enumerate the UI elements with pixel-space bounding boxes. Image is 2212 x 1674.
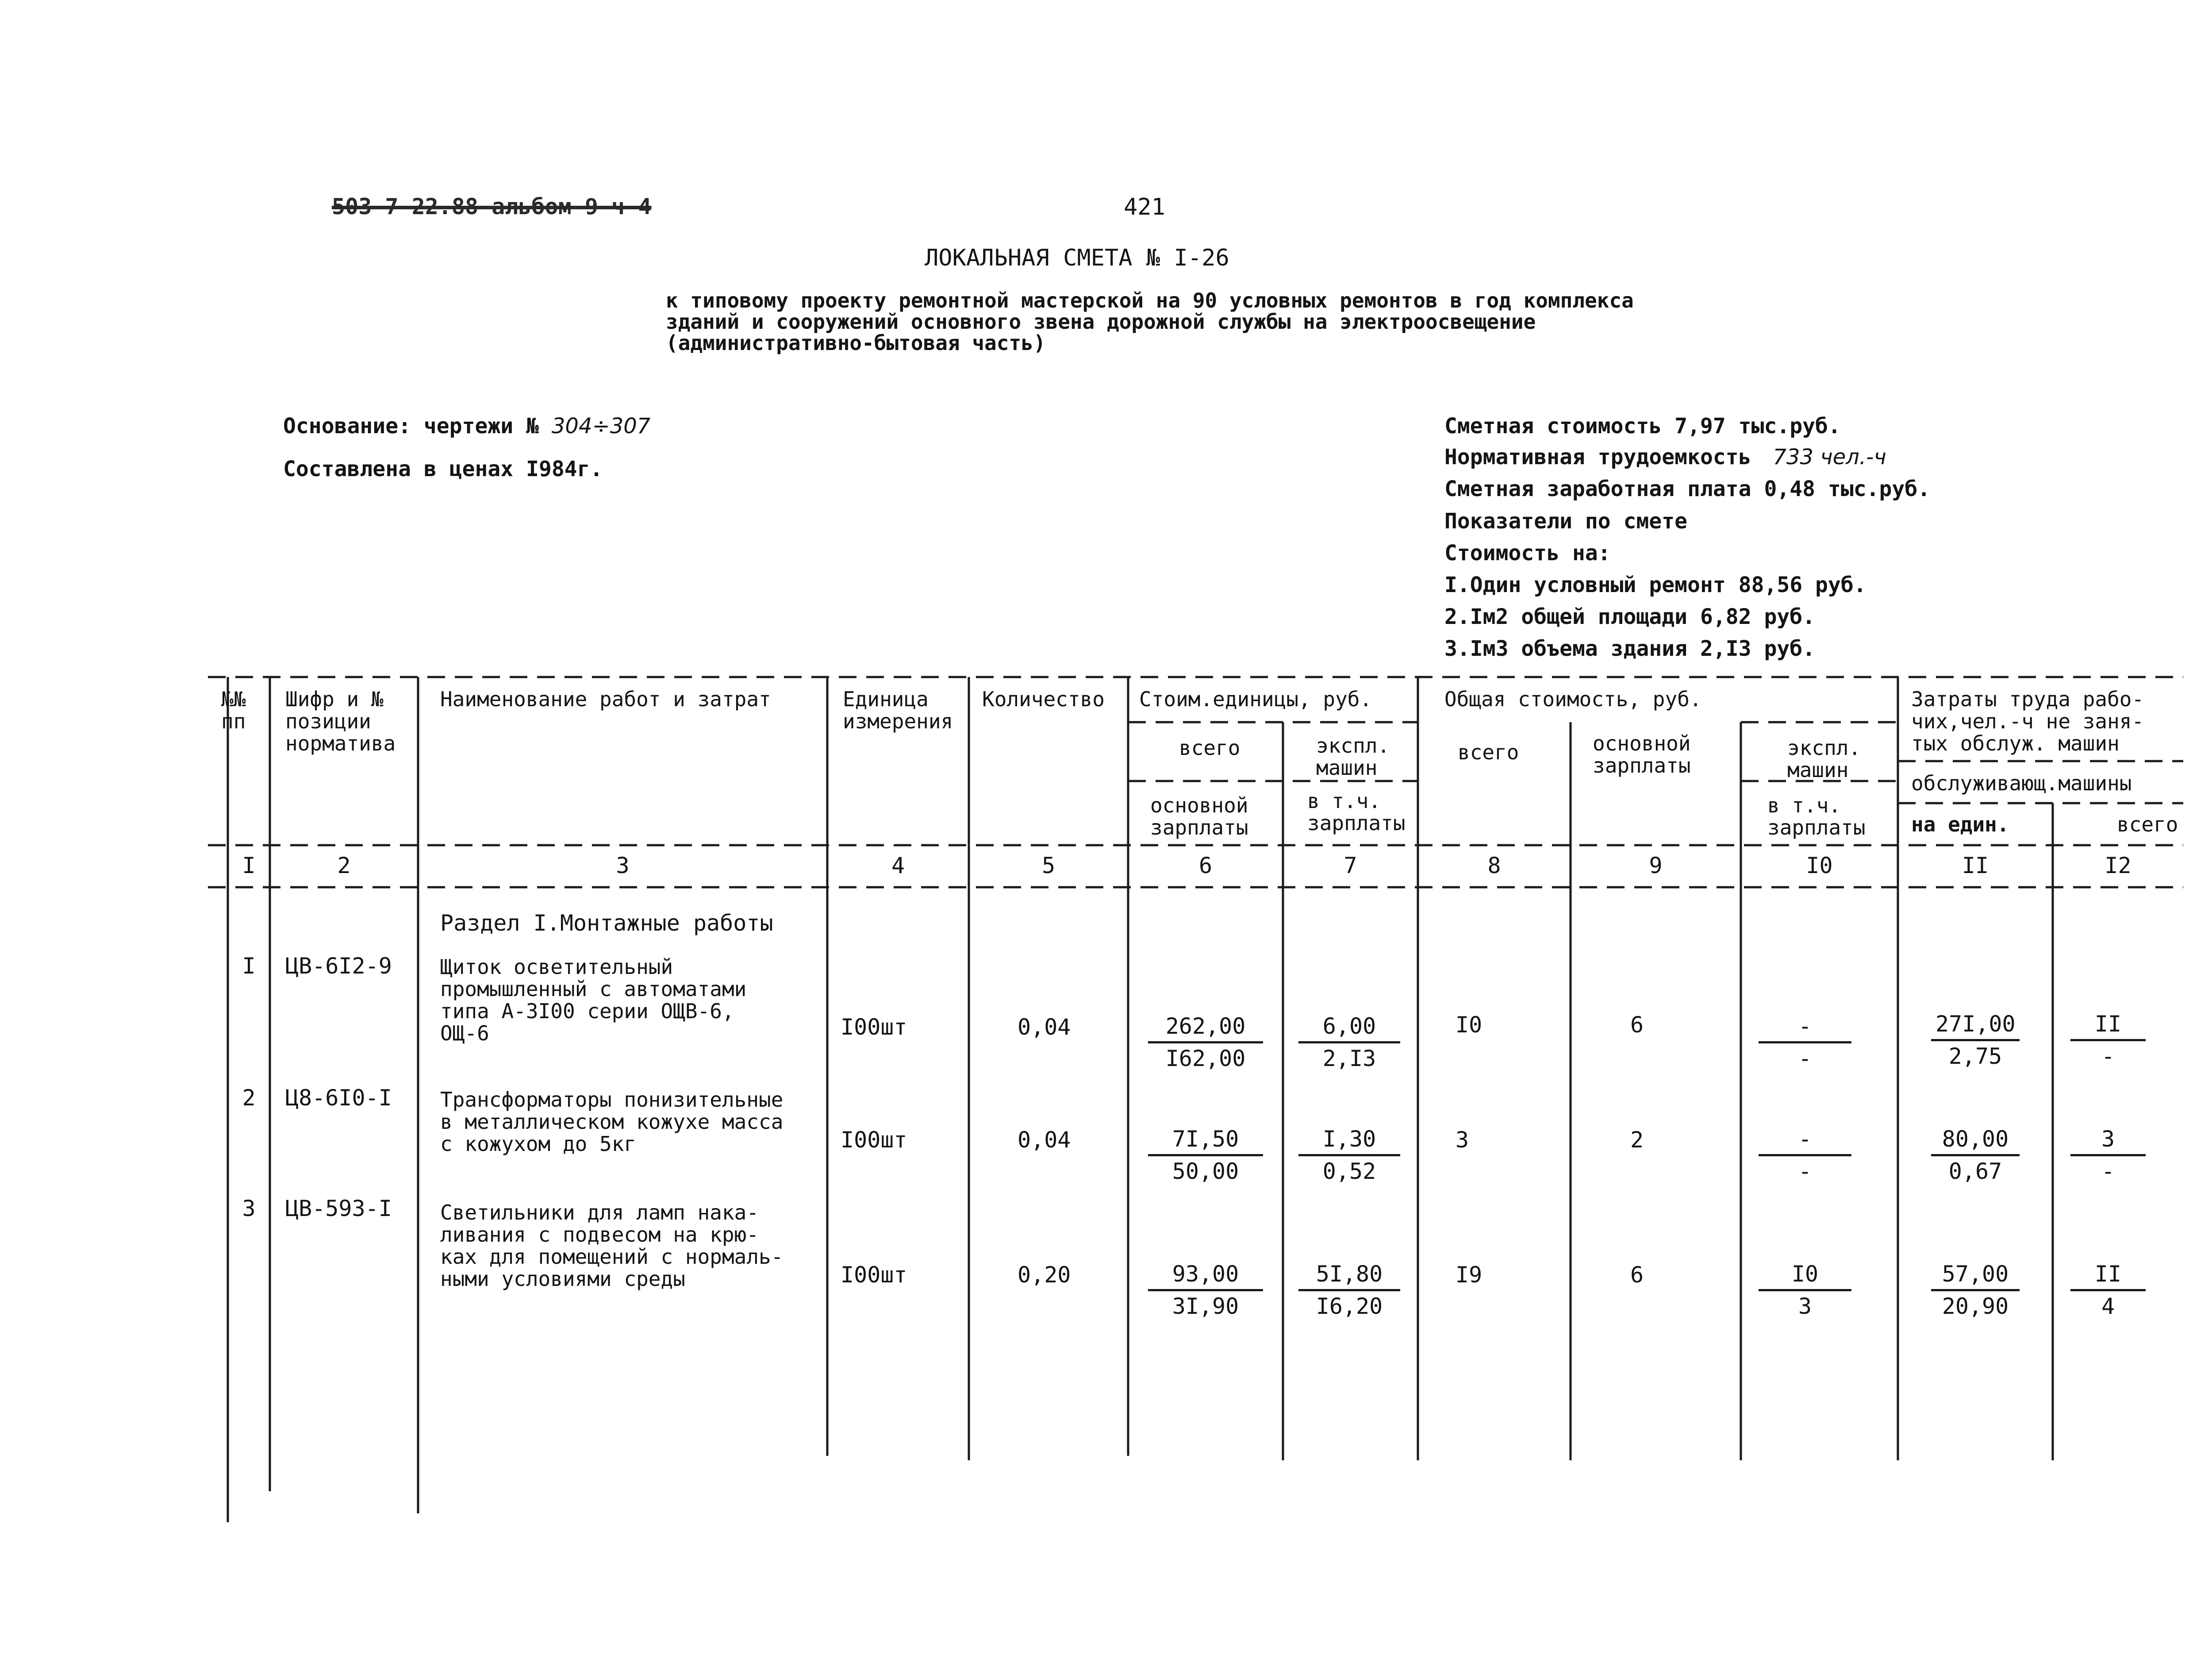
section-title: Раздел I.Монтажные работы [440,910,773,936]
header-total-cost-all: всего [1458,740,1519,764]
page-title: ЛОКАЛЬНАЯ СМЕТА № I-26 [925,245,1229,271]
row-quantity: 0,04 [1018,1014,1071,1040]
row-total-machines-total: - [1759,1011,1851,1043]
row-unit-cost [1148,1011,1263,1074]
row-number: I [242,953,256,979]
row-labor-per-unit [1931,1009,2020,1071]
header-labor-serving-machines: обслуживающ.машины [1911,771,2132,795]
row-labor-per-unit-workers: 57,00 [1931,1259,2020,1291]
col-number-10: I0 [1806,853,1833,878]
row-labor-total [2070,1009,2146,1071]
row-labor-total-workers: II [2070,1009,2146,1041]
summary-indicators: Показатели по смете [1444,509,1688,534]
header-total-cost-base-wage: основной зарплаты [1593,731,1691,777]
header-unit-cost-machines: экспл. машин [1316,734,1390,780]
header-unit-cost-incl-wage: в т.ч. зарплаты [1307,789,1406,835]
subtitle-line-1: к типовому проекту ремонтной мастерской на 90 условных ремонтов в год комплекса [666,289,1634,312]
row-unit-cost-total: 262,00 [1148,1011,1263,1043]
row-number: 3 [242,1196,256,1221]
col-number-12: I2 [2104,853,2131,878]
row-total-cost: I0 [1455,1012,1482,1038]
page-number: 421 [1124,194,1165,220]
row-total-base-wage: 2 [1630,1127,1644,1153]
summary-indicator-2: 2.Iм2 общей площади 6,82 руб. [1444,604,1816,629]
row-labor-total-workers: 3 [2070,1124,2146,1156]
row-unit-cost-wage: I62,00 [1165,1046,1246,1071]
row-unit-cost-total: 93,00 [1148,1259,1263,1291]
row-labor-total-machines: 4 [2101,1293,2115,1319]
row-unit: I00шт [841,1014,907,1040]
row-total-base-wage: 6 [1630,1012,1644,1038]
row-unit-cost-wage: 3I,90 [1172,1293,1239,1319]
header-code: Шифр и № позиции норматива [285,687,396,755]
header-total-cost-incl-wage: в т.ч. зарплаты [1767,793,1866,839]
row-labor-per-unit [1931,1124,2020,1186]
row-unit-machines-wage: I6,20 [1316,1293,1383,1319]
row-quantity: 0,20 [1018,1262,1071,1288]
row-labor-per-unit-machines: 2,75 [1948,1043,2002,1069]
prices-line: Составлена в ценах I984г. [283,457,603,481]
header-unit-cost-total: всего [1179,736,1240,760]
row-unit-machines-wage: 0,52 [1322,1158,1376,1184]
row-total-base-wage: 6 [1630,1262,1644,1288]
row-work-name: Светильники для ламп нака- ливания с подвесом на крю- ках для помещений с нормаль- ными условиями среды [440,1201,783,1291]
row-total-machines-wage: - [1798,1158,1812,1184]
summary-labor-label: Нормативная трудоемкость [1444,445,1751,469]
row-code: ЦВ-6I2-9 [285,953,392,979]
row-unit-machines-wage: 2,I3 [1322,1046,1376,1071]
summary-cost: Сметная стоимость 7,97 тыс.руб. [1444,414,1841,439]
summary-wage: Сметная заработная плата 0,48 тыс.руб. [1444,477,1931,501]
row-labor-per-unit-machines: 0,67 [1948,1158,2002,1184]
col-number-1: I [242,853,256,878]
row-number: 2 [242,1085,256,1111]
row-unit-machines [1298,1259,1400,1321]
row-labor-total-machines: - [2101,1158,2115,1184]
col-number-5: 5 [1041,853,1056,878]
row-unit-machines-total: I,30 [1298,1124,1400,1156]
row-unit-cost [1148,1124,1263,1186]
row-unit-machines [1298,1011,1400,1074]
col-number-9: 9 [1649,853,1663,878]
basis-drawings: 304÷307 [551,414,651,439]
row-total-machines [1759,1259,1851,1321]
subtitle-line-3: (административно-бытовая часть) [666,331,1046,355]
col-number-8: 8 [1487,853,1501,878]
header-total-cost-group: Общая стоимость, руб. [1444,687,1702,711]
header-labor-per-unit: на един. [1911,812,2009,836]
col-number-7: 7 [1344,853,1357,878]
document-code: 503-7-22.88 альбом 9 ч 4 [332,194,652,219]
row-labor-per-unit [1931,1259,2020,1321]
row-work-name: Трансформаторы понизительные в металлическом кожухе масса с кожухом до 5кг [440,1088,783,1156]
row-unit-machines [1298,1124,1400,1186]
header-labor-total: всего [2117,812,2178,836]
row-total-cost: I9 [1455,1262,1482,1288]
header-unit-cost-base-wage: основной зарплаты [1150,793,1248,839]
row-unit-machines-total: 6,00 [1298,1011,1400,1043]
row-unit-cost-total: 7I,50 [1148,1124,1263,1156]
header-total-cost-machines: экспл. машин [1787,736,1861,782]
summary-indicator-3: 3.Iм3 объема здания 2,I3 руб. [1444,636,1816,661]
row-total-machines [1759,1011,1851,1074]
col-number-2: 2 [337,853,351,878]
col-number-6: 6 [1198,853,1213,878]
header-quantity: Количество [982,687,1105,711]
summary-labor-value: 733 чел.-ч [1773,445,1886,469]
basis-label: Основание: чертежи № [283,414,539,439]
row-code: ЦВ-593-I [285,1196,392,1221]
row-labor-total-machines: - [2101,1043,2115,1069]
row-quantity: 0,04 [1018,1127,1071,1153]
row-total-machines-wage: - [1798,1046,1812,1071]
summary-indicator-1: I.Один условный ремонт 88,56 руб. [1444,573,1866,597]
row-total-machines-total: I0 [1759,1259,1851,1291]
row-total-cost: 3 [1455,1127,1469,1153]
row-labor-total [2070,1124,2146,1186]
col-number-3: 3 [616,853,630,878]
summary-cost-per: Стоимость на: [1444,541,1611,566]
row-unit: I00шт [841,1127,907,1153]
row-code: Ц8-6I0-I [285,1085,392,1111]
row-labor-total-workers: II [2070,1259,2146,1291]
header-labor-group: Затраты труда рабо- чих,чел.-ч не заня- тых обслуж. машин [1911,687,2144,755]
col-number-11: II [1962,853,1989,878]
row-unit-machines-total: 5I,80 [1298,1259,1400,1291]
row-unit-cost-wage: 50,00 [1172,1158,1239,1184]
col-number-4: 4 [891,853,905,878]
row-total-machines-wage: 3 [1798,1293,1812,1319]
row-labor-total [2070,1259,2146,1321]
row-unit: I00шт [841,1262,907,1288]
row-labor-per-unit-workers: 27I,00 [1931,1009,2020,1041]
header-work-name: Наименование работ и затрат [440,687,771,711]
header-unit-cost-group: Стоим.единицы, руб. [1139,687,1372,711]
row-labor-per-unit-machines: 20,90 [1942,1293,2009,1319]
row-unit-cost [1148,1259,1263,1321]
row-labor-per-unit-workers: 80,00 [1931,1124,2020,1156]
row-total-machines [1759,1124,1851,1186]
row-total-machines-total: - [1759,1124,1851,1156]
row-work-name: Щиток осветительный промышленный с автоматами типа А-3I00 серии ОЩВ-6, ОЩ-6 [440,955,747,1045]
header-row-number: №№ пп [221,687,246,733]
subtitle-line-2: зданий и сооружений основного звена дорожной службы на электроосвещение [666,310,1536,334]
header-unit: Единица измерения [843,687,953,733]
